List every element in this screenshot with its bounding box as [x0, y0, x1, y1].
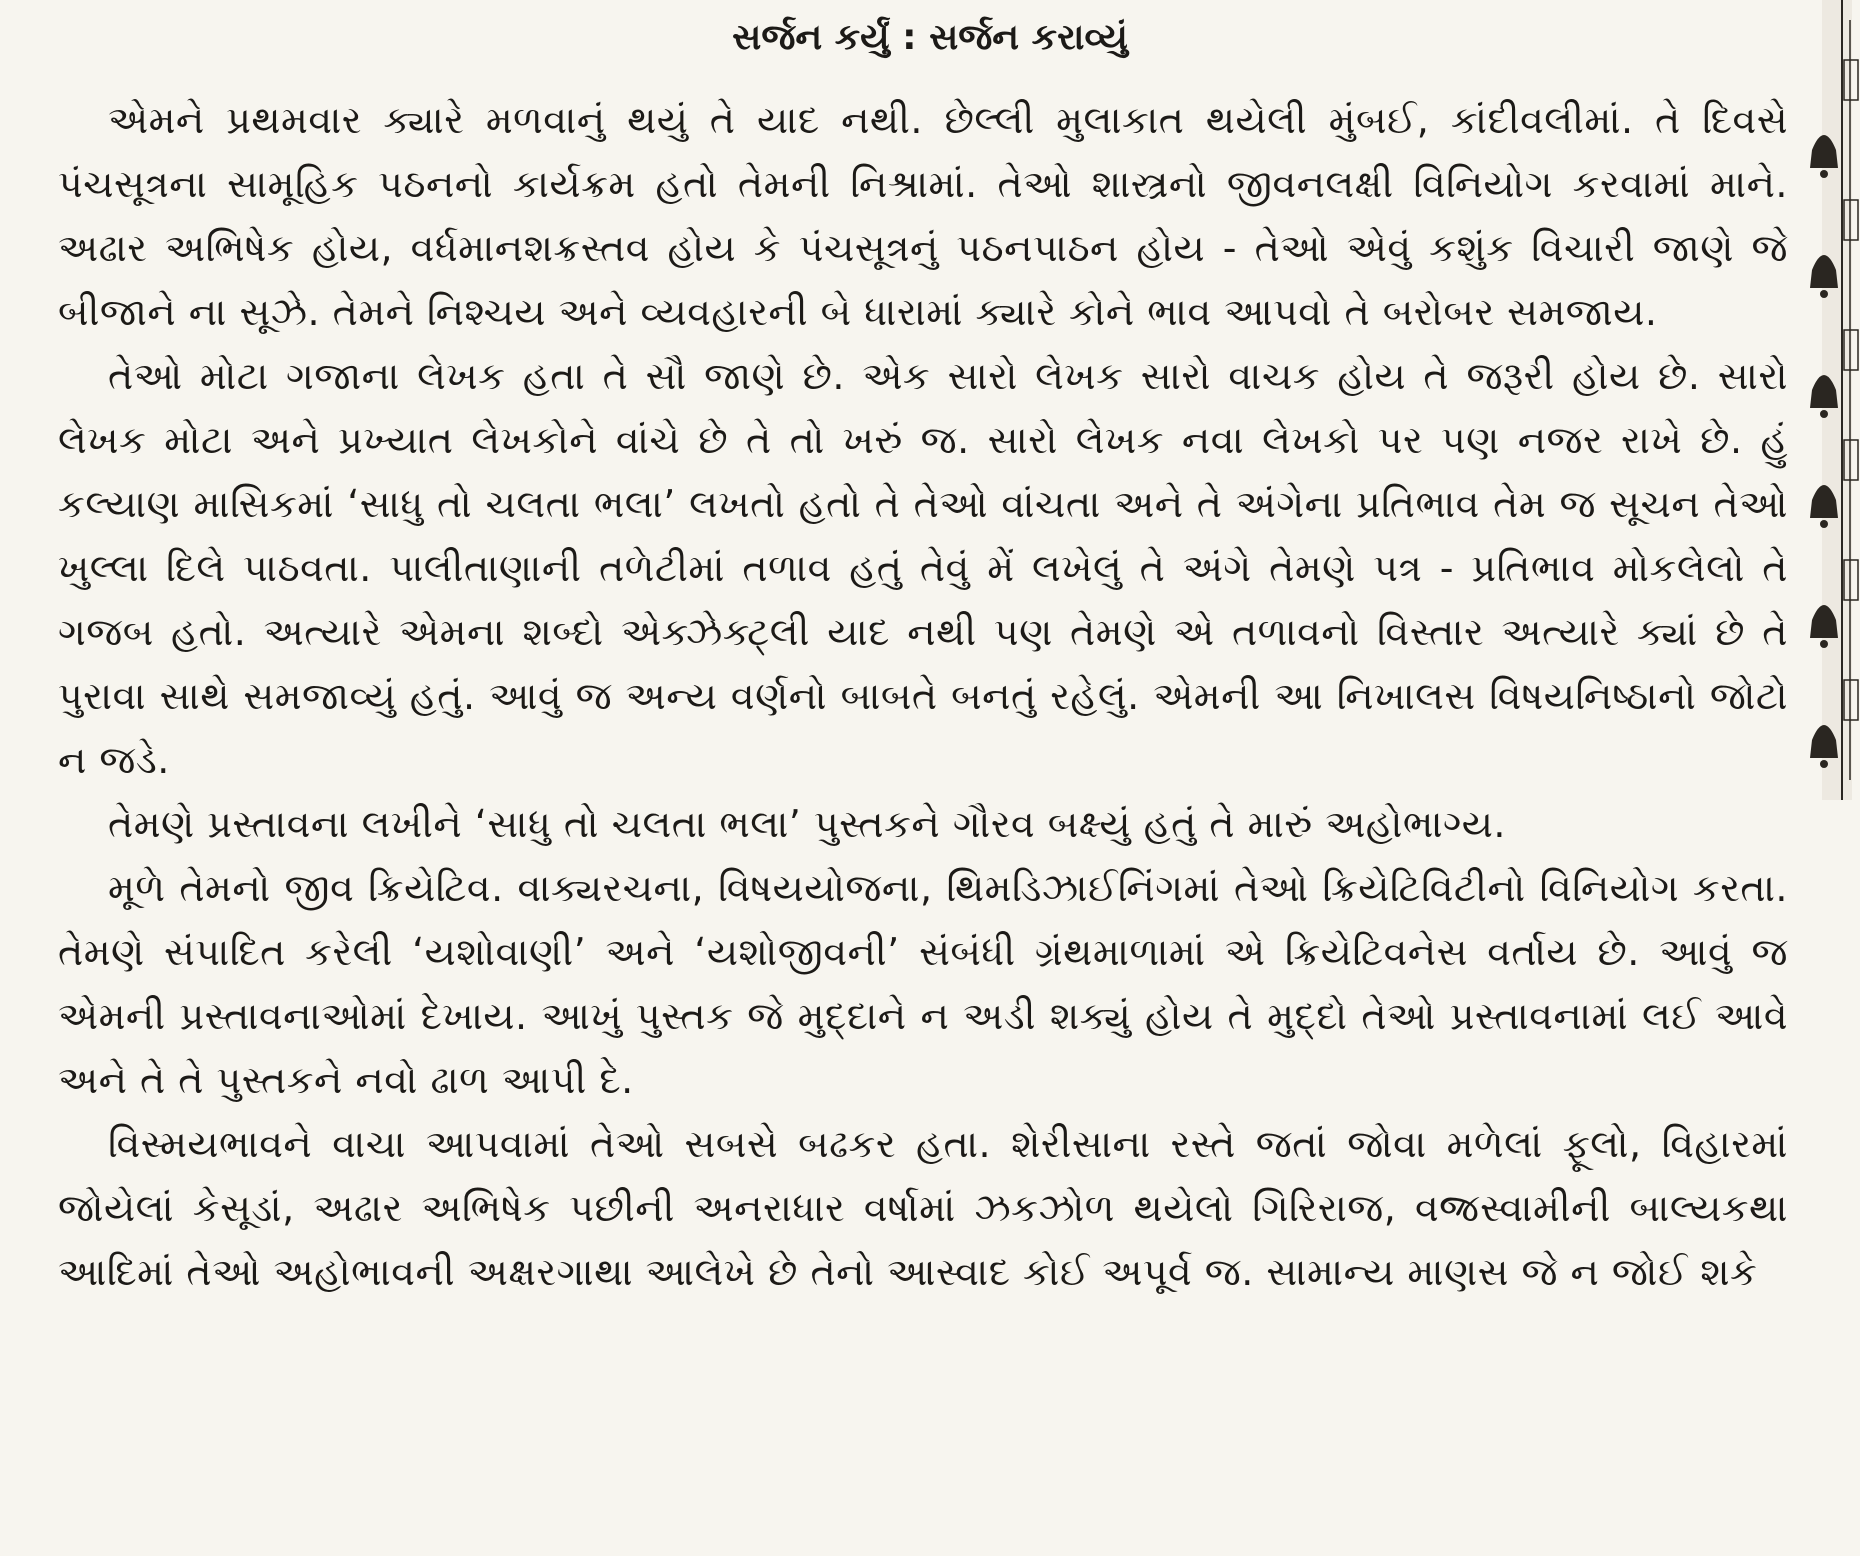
page-title: સર્જન કર્યું : સર્જન કરાવ્યું — [732, 17, 1128, 58]
temple-bell-border-ornament — [1802, 0, 1860, 800]
paragraph-5: વિસ્મયભાવને વાચા આપવામાં તેઓ સબસે બઢકર હતા. શેરીસાના રસ્તે જતાં જોવા મળેલાં ફૂલો, વિહારમાં જોયેલાં કેસૂડાં, અઢાર અભિષેક પછીની અનરાધાર વર્ષામાં ઝકઝોળ થયેલો ગિરિરાજ, વજ્રસ્વામીની બાલ્યકથા આદિમાં તેઓ અહોભાવની અક્ષરગાથા આલેખે છે તેનો આસ્વાદ કોઈ અપૂર્વ જ. સામાન્ય માણસ જે ન જોઈ શકે — [58, 1122, 1788, 1294]
paragraph-1: એમને પ્રથમવાર ક્યારે મળવાનું થયું તે યાદ નથી. છેલ્લી મુલાકાત થયેલી મુંબઈ, કાંદીવલીમાં. તે દિવસે પંચસૂત્રના સામૂહિક પઠનનો કાર્યક્રમ હતો તેમની નિશ્રામાં. તેઓ શાસ્ત્રનો જીવનલક્ષી વિનિયોગ કરવામાં માને. અઢાર અભિષેક હોય, વર્ધમાનશક્રસ્તવ હોય કે પંચસૂત્રનું પઠનપાઠન હોય - તેઓ એવું કશુંક વિચારી જાણે જે બીજાને ના સૂઝે. તેમને નિશ્ચય અને વ્યવહારની બે ધારામાં ક્યારે કોને ભાવ આપવો તે બરોબર સમજાય. — [58, 98, 1788, 334]
paragraph-3: તેમણે પ્રસ્તાવના લખીને ‘સાધુ તો ચલતા ભલા’ પુસ્તકને ગૌરવ બક્ષ્યું હતું તે મારું અહોભાગ્ય. — [108, 802, 1506, 846]
paragraph-2: તેઓ મોટા ગજાના લેખક હતા તે સૌ જાણે છે. એક સારો લેખક સારો વાચક હોય તે જરૂરી હોય છે. સારો લેખક મોટા અને પ્રખ્યાત લેખકોને વાંચે છે તે તો ખરું જ. સારો લેખક નવા લેખકો પર પણ નજર રાખે છે. હું કલ્યાણ માસિકમાં ‘સાધુ તો ચલતા ભલા’ લખતો હતો તે તેઓ વાંચતા અને તે અંગેના પ્રતિભાવ તેમ જ સૂચન તેઓ ખુલ્લા દિલે પાઠવતા. પાલીતાણાની તળેટીમાં તળાવ હતું તેવું મેં લખેલું તે અંગે તેમણે પત્ર - પ્રતિભાવ મોકલેલો તે ગજબ હતો. અત્યારે એમના શબ્દો એક્ઝેક્ટ્લી યાદ નથી પણ તેમણે એ તળાવનો વિસ્તાર અત્યારે ક્યાં છે તે પુરાવા સાથે સમજાવ્યું હતું. આવું જ અન્ય વર્ણનો બાબતે બનતું રહેલું. એમની આ નિખાલસ વિષયનિષ્ઠાનો જોટો ન જડે. — [58, 354, 1788, 782]
article-body — [58, 88, 1788, 1304]
paragraph-4: મૂળે તેમનો જીવ ક્રિયેટિવ. વાક્યરચના, વિષયયોજના, થિમડિઝાઈનિંગમાં તેઓ ક્રિયેટિવિટીનો વિનિયોગ કરતા. તેમણે સંપાદિત કરેલી ‘યશોવાણી’ અને ‘યશોજીવની’ સંબંધી ગ્રંથમાળામાં એ ક્રિયેટિવનેસ વર્તાય છે. આવું જ એમની પ્રસ્તાવનાઓમાં દેખાય. આખું પુસ્તક જે મુદ્દાને ન અડી શક્યું હોય તે મુદ્દો તેઓ પ્રસ્તાવનામાં લઈ આવે અને તે તે પુસ્તકને નવો ઢાળ આપી દે. — [58, 866, 1788, 1102]
